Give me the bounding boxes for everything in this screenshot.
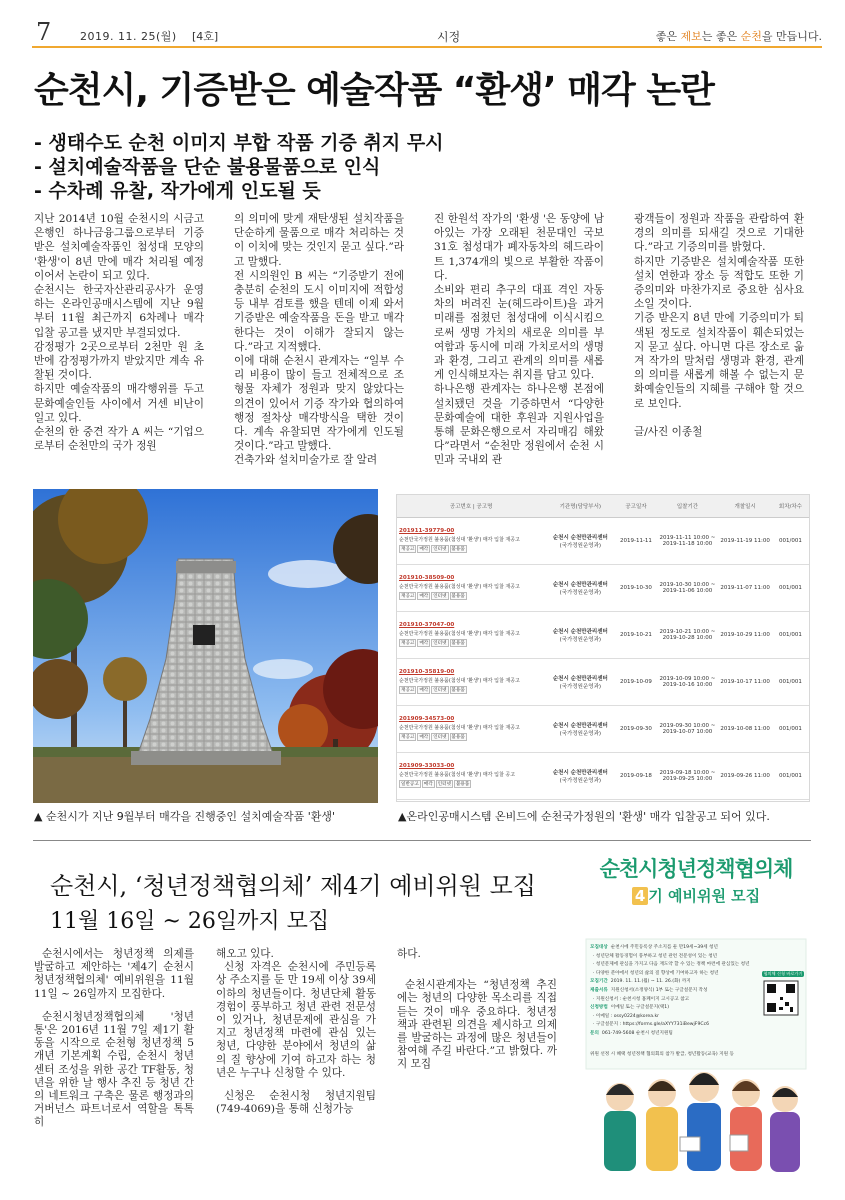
paragraph: 신청은 순천시청 청년지원팀(749-4069)을 통해 신청가능 <box>216 1090 376 1116</box>
paragraph: 감정평가 2곳으로부터 2천만 원 초반에 감정평가까지 받았지만 계속 유찰된 것이다. <box>34 340 204 382</box>
org-dept: (국가정원운영과) <box>559 542 602 549</box>
round: 001/001 <box>772 705 809 752</box>
tag-badge: 인터넷 <box>433 688 447 693</box>
poster-detail-key: 제출서류 <box>590 987 608 993</box>
opening-time: 2019-10-29 11:00 <box>718 611 772 658</box>
paragraph: 기증 받은지 8년 만에 기증의미가 퇴색된 정도로 설치작품이 훼손되었는지 묻고 싶다. 아니면 다른 장소로 옮겨 작가의 말처럼 생명과 환경, 관계의 의미를 새롭게 해볼 수 없는지 문화예술인들의 지혜를 구해야 할 것으로 보인다. <box>634 312 804 410</box>
org-name: 순천시 순천만관리센터 <box>552 675 608 682</box>
notice-tags <box>399 686 543 694</box>
bid-period-start: 2019-09-18 10:00 ~ <box>659 769 716 776</box>
bid-period-start: 2019-11-11 10:00 ~ <box>659 534 716 541</box>
paragraph: 광객들이 정원과 작품을 관람하여 환경의 의미를 되새길 것으로 기대한다.”라고 기증의미를 밝혔다. <box>634 213 804 254</box>
notice-cell <box>397 611 545 658</box>
tag-badge: 매각 <box>419 688 429 693</box>
round: 001/001 <box>772 564 809 611</box>
tag-badge: 불용품 <box>455 782 470 787</box>
bid-period-end: 2019-10-16 10:00 <box>662 681 713 688</box>
tag-badge: 인터넷 <box>433 735 447 740</box>
poster-detail-key: 모집기간 <box>590 979 608 985</box>
paragraph: 순천의 한 중견 작가 A 씨는 “기업으로부터 순천만의 국가 정원 <box>34 426 204 453</box>
bid-period <box>657 611 719 658</box>
notice-date: 2019-09-18 <box>615 752 656 799</box>
poster-detail-line <box>590 970 762 979</box>
tag-badge: 재공고 <box>401 641 415 646</box>
notice-link[interactable]: 201910-35819-00 <box>399 669 455 675</box>
notice-title: 순천만국가정원 불용품(첨성대 '환생') 매각 입찰 재공고 <box>399 584 520 590</box>
article1-column-3 <box>434 212 604 468</box>
table-caption: ▲온라인공매시스템 온비드에 순천국가정원의 '환생' 매각 입찰공고 되어 있다. <box>398 810 770 823</box>
paragraph: 전 시의원인 B 씨는 “기증받기 전에 충분히 순천의 도시 이미지에 적합성 등 내부 검토를 했을 텐데 이제 와서 기증받은 예술작품을 돈을 받고 매각한다는 것이 이해가 잘되지 않는다.”라고 지적했다. <box>234 269 404 353</box>
org-cell <box>545 564 615 611</box>
paragraph: 하다. <box>397 948 421 960</box>
paragraph: 순천시는 한국자산관리공사가 운영하는 온라인공매시스템에 지난 9월부터 11월 최근까지 6차례나 매각 입찰 공고를 냈지만 부결되었다. <box>34 284 204 339</box>
poster-detail-value: 이메일 또는 구글설문지(택1) <box>610 1005 670 1011</box>
table-row <box>397 752 809 799</box>
tag-badge: 매각 <box>419 594 429 599</box>
paragraph: 이에 대해 순천시 관계자는 “일부 수리 비용이 많이 들고 전체적으로 조형물 자체가 정원과 맞지 않았다는 의견이 있어서 기증 작가와 협의하여 행정 절차상 매각방식을 택한 것이다. 계속 유찰되면 작가에게 인도될 것이다.”라고 말했다. <box>234 355 404 453</box>
notice-title: 순천만국가정원 불용품(첨성대 '환생') 매각 입찰 재공고 <box>399 725 520 731</box>
notice-date: 2019-10-21 <box>615 611 656 658</box>
article1-column-4 <box>634 212 804 439</box>
poster-detail-value: · 다양한 분야에서 청년의 삶의 질 향상에 기여하고자 하는 청년 <box>593 970 719 976</box>
poster-detail-line <box>590 1021 762 1030</box>
poster-detail-key: 모집대상 <box>590 945 608 950</box>
notice-cell <box>397 752 545 799</box>
recruitment-poster <box>580 847 812 1172</box>
article2-column-3 <box>397 948 557 1072</box>
tag-badge: 매각 <box>423 782 433 787</box>
org-name: 순천시 순천만관리센터 <box>552 581 608 588</box>
bid-period-start: 2019-10-30 10:00 ~ <box>659 581 716 588</box>
paragraph: 진 한원석 작가의 '환생 '은 동양에 남아있는 가장 오래된 천문대인 국보 31호 첨성대가 폐자동차의 헤드라이트 1,374개의 빛으로 부활한 작품이다. <box>434 213 604 282</box>
page-number: 7 <box>36 18 52 46</box>
issue-number: [4호] <box>192 30 219 43</box>
column-header: 입찰기간 <box>657 495 719 517</box>
notice-tags <box>399 780 543 788</box>
org-name: 순천시 순천만관리센터 <box>552 769 608 776</box>
notice-cell <box>397 658 545 705</box>
tag-badge: 재공고 <box>401 735 415 740</box>
tag-badge: 매각 <box>419 641 429 646</box>
notice-link[interactable]: 201911-39779-00 <box>399 528 455 534</box>
article2-headline: 순천시, ‘청년정책협의체’ 제4기 예비위원 모집 <box>50 872 536 900</box>
photo-caption: ▲ 순천시가 지난 9월부터 매각을 진행중인 설치예술작품 '환생' <box>34 810 336 823</box>
bid-period <box>657 752 719 799</box>
table-row <box>397 517 809 564</box>
table-row <box>397 705 809 752</box>
paragraph: 건축가와 설치미술가로 잘 알려 <box>234 454 378 467</box>
notice-cell <box>397 517 545 564</box>
table-row <box>397 611 809 658</box>
org-cell <box>545 705 615 752</box>
column-header: 공고번호 | 공고명 <box>397 495 545 517</box>
tag-badge: 불용품 <box>451 594 465 599</box>
org-dept: (국가정원운영과) <box>559 636 602 643</box>
notice-tags <box>399 592 543 600</box>
section-divider <box>33 840 811 841</box>
tag-badge: 재공고 <box>401 547 415 552</box>
round: 001/001 <box>772 517 809 564</box>
poster-detail-key: 문의 <box>590 1030 599 1036</box>
notice-title: 순천만국가정원 불용품(첨성대 '환생') 매각 입찰 재공고 <box>399 537 520 543</box>
notice-date: 2019-10-30 <box>615 564 656 611</box>
poster-details <box>590 944 762 1039</box>
auction-listing-table <box>396 494 810 802</box>
bid-period-start: 2019-09-30 10:00 ~ <box>659 722 716 729</box>
bid-period-end: 2019-11-18 10:00 <box>662 540 713 547</box>
round: 001/001 <box>772 658 809 705</box>
notice-tags <box>399 639 543 647</box>
notice-date: 2019-11-11 <box>615 517 656 564</box>
opening-time: 2019-10-17 11:00 <box>718 658 772 705</box>
round: 001/001 <box>772 611 809 658</box>
poster-detail-value: 2019. 11. 11.(월) ~ 11. 26.(화) 까지 <box>610 979 691 985</box>
notice-link[interactable]: 201910-38509-00 <box>399 575 455 581</box>
paragraph: 해오고 있다. <box>216 948 274 960</box>
qr-label: 협의체 신청 바로가기 <box>763 971 803 976</box>
tag-badge: 재공고 <box>401 594 415 599</box>
subheadline-2: - 설치예술작품을 단순 불용물품으로 인식 <box>34 156 381 178</box>
subheadline-3: - 수차례 유찰, 작가에게 인도될 듯 <box>34 180 321 202</box>
paragraph: 의 의미에 맞게 재탄생된 설치작품을 단순하게 물품으로 매각 처리하는 것이 이치에 맞는 것인지 묻고 싶다.”라고 말했다. <box>234 213 404 268</box>
org-cell <box>545 517 615 564</box>
article1-column-1 <box>34 212 204 453</box>
poster-detail-line <box>590 961 762 970</box>
bid-period <box>657 705 719 752</box>
tag-badge: 불용품 <box>451 547 465 552</box>
bid-period-end: 2019-09-25 10:00 <box>662 775 713 782</box>
column-header: 기관명(담당부서) <box>545 495 615 517</box>
column-header: 회차/차수 <box>772 495 809 517</box>
poster-detail-line <box>590 1030 762 1039</box>
poster-detail-value: 061-749-5608 순천시 청년지원팀 <box>601 1030 673 1036</box>
paragraph: 하지만 예술작품의 매각행위를 두고 문화예술인들 사이에서 거센 비난이 일고 있다. <box>34 383 204 424</box>
qr-code <box>764 981 798 1015</box>
paragraph: 신청 자격은 순천시에 주민등록상 주소지를 둔 만 19세 이상 39세 이하의 청년들이다. 청년단체 활동경험이 풍부하고 청년 관련 전문성이 있거나, 청년문제에 관심을 가지고 청년정책 마련에 관심 있는 청년, 다양한 분야에서 청년의 삶의 질 향상에 기여 하고자 하는 청년은 누구나 신청할 수 있다. <box>216 961 376 1079</box>
bid-period-end: 2019-11-06 10:00 <box>662 587 713 594</box>
tag-badge: 불용품 <box>451 735 465 740</box>
poster-detail-line <box>590 1004 762 1013</box>
tag-badge: 인터넷 <box>433 594 447 599</box>
tag-badge: 인터넷 <box>433 547 447 552</box>
column-header: 공고일자 <box>615 495 656 517</box>
tag-badge: 불용품 <box>451 641 465 646</box>
table-row <box>397 564 809 611</box>
tag-badge: 재공고 <box>401 688 415 693</box>
notice-tags <box>399 733 543 741</box>
org-cell <box>545 752 615 799</box>
notice-link[interactable]: 201909-34573-00 <box>399 716 455 722</box>
org-name: 순천시 순천만관리센터 <box>552 534 608 541</box>
poster-detail-line <box>590 996 762 1005</box>
opening-time: 2019-09-26 11:00 <box>718 752 772 799</box>
org-name: 순천시 순천만관리센터 <box>552 722 608 729</box>
poster-subtitle: 4 기 예비위원 모집 <box>580 885 812 906</box>
poster-detail-value: · 지원신청서 : 순천시청 홈페이지 고시공고 참고 <box>593 996 690 1002</box>
tag-badge: 인터넷 <box>433 641 447 646</box>
org-dept: (국가정원운영과) <box>559 730 602 737</box>
opening-time: 2019-10-08 11:00 <box>718 705 772 752</box>
notice-cell <box>397 564 545 611</box>
bid-period <box>657 564 719 611</box>
round: 001/001 <box>772 752 809 799</box>
paragraph: 소비와 편리 추구의 대표 격인 자동차의 버려진 눈(헤드라이트)을 과거 미래를 점쳤던 첨성대에 이식시킴으로써 생명 가치의 새로운 의미를 부여함과 동시에 미래 가치로서의 생명과 환경, 그리고 관계의 의미를 새롭게 인식해보자는 취지를 담고 있다. <box>434 284 604 382</box>
table-row <box>397 658 809 705</box>
subheadline-1: - 생태수도 순천 이미지 부합 작품 기증 취지 무시 <box>34 132 444 154</box>
byline: 글/사진 이종철 <box>634 425 703 438</box>
article2-column-1 <box>34 948 194 1130</box>
poster-detail-line <box>590 978 762 987</box>
poster-detail-value: · 구글설문지 : https://forms.gle/aXYY731iBewjF9Cc6 <box>593 1022 710 1028</box>
paragraph: 하지만 기증받은 설치예술작품 또한 설치 연한과 장소 등 적합도 또한 기증의미와 마찬가지로 중요한 심사요소일 것이다. <box>634 255 804 311</box>
poster-detail-value: · 청년단체 활동경험이 풍부하고 청년 관련 전문성이 있는 청년 <box>593 953 718 959</box>
opening-time: 2019-11-19 11:00 <box>718 517 772 564</box>
poster-note: 위원 선정 시 혜택 청년정책 협의회의 참가 발급, 청년활동(교육) 지원 등 <box>590 1052 734 1057</box>
tag-badge: 불용품 <box>451 688 465 693</box>
article2-column-2 <box>216 948 376 1116</box>
poster-detail-value: · 이메일 : ossy0224@korea.kr <box>593 1013 660 1019</box>
poster-title: 순천시청년정책협의체 <box>599 857 793 881</box>
paragraph: 순천시관계자는 “청년정책 추진에는 청년의 다양한 목소리를 직접 듣는 것이 매우 중요하다. 청년정책과 관련된 의견을 제시하고 의제를 발굴하는 과정에 많은 청년들이 참여해 주길 바란다.”고 밝혔다. 까지 모집 <box>397 979 557 1071</box>
slogan: 좋은 제보는 좋은 순천을 만듭니다. <box>655 30 822 43</box>
paragraph: 순천시청년정책협의체 '청년통'은 2016년 11월 7일 제1기 활동을 시작으로 순천형 청년정책 5개년 기본계획 수립, 순천시 청년센터 조성을 위한 공간 TF활동, 청년을 위한 날 행사 추진 등 청년 간의 네트워크 구축은 물론 행정과의 거버넌스 파트너로서 역할을 톡톡히 <box>34 1010 194 1129</box>
sculpture-photo <box>33 489 378 803</box>
bid-period-end: 2019-10-07 10:00 <box>662 728 713 735</box>
section-name: 시정 <box>437 30 461 44</box>
issue-date: 2019. 11. 25(월) <box>80 30 177 43</box>
column-header: 개찰일시 <box>718 495 772 517</box>
notice-link[interactable]: 201910-37047-00 <box>399 622 455 628</box>
tag-badge: 매각 <box>419 735 429 740</box>
notice-title: 순천만국가정원 불용품(첨성대 '환생') 매각 입찰 재공고 <box>399 678 520 684</box>
org-cell <box>545 611 615 658</box>
article1-column-2 <box>234 212 404 468</box>
paragraph: 지난 2014년 10월 순천시의 시금고 은행인 하나금융그룹으로부터 기증받은 설치예술작품인 첨성대 모양의 '환생'이 8년 만에 매각 처리될 예정이어서 논란이 되고 있다. <box>34 213 204 282</box>
notice-title: 순천만국가정원 불용품(첨성대 '환생') 매각 입찰 공고 <box>399 772 516 778</box>
paragraph: 순천시에서는 청년정책 의제를 발굴하고 제안하는 '제4기 순천시청년정책협의체' 예비위원을 11월 11일 ~ 26일까지 모집한다. <box>34 948 194 1000</box>
poster-detail-line <box>590 944 762 953</box>
bid-period-end: 2019-10-28 10:00 <box>662 634 713 641</box>
notice-date: 2019-09-30 <box>615 705 656 752</box>
poster-detail-line <box>590 953 762 962</box>
poster-detail-line <box>590 987 762 996</box>
tag-badge: 매각 <box>419 547 429 552</box>
poster-detail-value: · 청년문제에 관심을 가지고 다음 재도약 할 수 있는 정책 마련에 관심있는 청년 <box>593 962 750 968</box>
article2-subheadline: 11월 16일 ~ 26일까지 모집 <box>50 909 330 934</box>
paragraph <box>634 411 804 425</box>
org-dept: (국가정원운영과) <box>559 777 602 784</box>
bid-period <box>657 517 719 564</box>
headline: 순천시, 기증받은 예술작품 “환생’ 매각 논란 <box>34 70 714 111</box>
bid-period <box>657 658 719 705</box>
tag-badge: 일반공고 <box>401 782 419 787</box>
paragraph: 하나은행 관계자는 하나은행 본점에 설치됐던 것을 기증하면서 “다양한 문화예술에 대한 후원과 지원사업을 통해 문화은행으로서 자리매김 해왔다”라면서 “순천만 정원에서 순천 시민과 국내외 관 <box>434 383 604 467</box>
poster-detail-value: 지원신청서(소정양식) 1부 또는 구글설문지 작성 <box>610 987 708 993</box>
tag-badge: 인터넷 <box>437 782 451 787</box>
org-cell <box>545 658 615 705</box>
poster-detail-value: 순천시에 주민등록상 주소지를 둔 만19세~39세 청년 <box>610 945 718 950</box>
bid-period-start: 2019-10-09 10:00 ~ <box>659 675 716 682</box>
opening-time: 2019-11-07 11:00 <box>718 564 772 611</box>
notice-tags <box>399 545 543 553</box>
table-header-row <box>397 495 809 517</box>
org-name: 순천시 순천만관리센터 <box>552 628 608 635</box>
bid-period-start: 2019-10-21 10:00 ~ <box>659 628 716 635</box>
notice-cell <box>397 705 545 752</box>
notice-link[interactable]: 201909-33033-00 <box>399 763 455 769</box>
notice-title: 순천만국가정원 불용품(첨성대 '환생') 매각 입찰 재공고 <box>399 631 520 637</box>
poster-detail-line <box>590 1013 762 1022</box>
org-dept: (국가정원운영과) <box>559 589 602 596</box>
page-header <box>32 18 822 48</box>
org-dept: (국가정원운영과) <box>559 683 602 690</box>
notice-date: 2019-10-09 <box>615 658 656 705</box>
poster-detail-key: 신청방법 <box>590 1005 608 1011</box>
